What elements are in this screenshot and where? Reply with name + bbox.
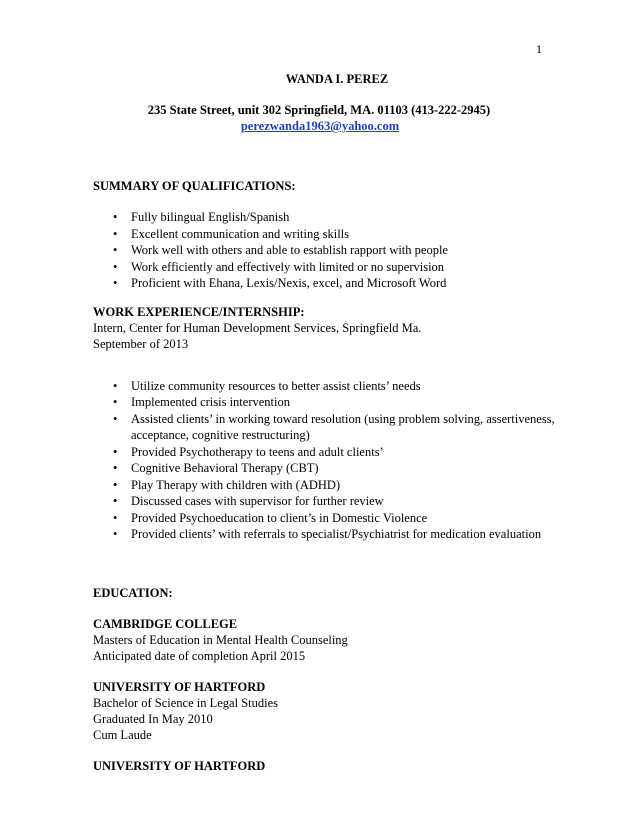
list-item: • Implemented crisis intervention [93,394,563,411]
page-number: 1 [536,42,542,56]
school-name: UNIVERSITY OF HARTFORD [93,679,266,694]
list-item: • Discussed cases with supervisor for further review [93,493,563,510]
work-duties-list [93,378,563,543]
list-item: • Excellent communication and writing skills [93,226,563,243]
list-item: • Work well with others and able to establish rapport with people [93,242,563,259]
resume-header [0,71,638,134]
list-item: • Proficient with Ehana, Lexis/Nexis, excel, and Microsoft Word [93,275,563,292]
degree-line: Anticipated date of completion April 2015 [93,648,306,663]
degree-line: Graduated In May 2010 [93,711,213,726]
list-item: • Work efficiently and effectively with limited or no supervision [93,259,563,276]
list-item: • Provided Psychotherapy to teens and adult clients’ [93,444,563,461]
applicant-address: 235 State Street, unit 302 Springfield, MA. 01103 (413-222-2945) [147,103,491,117]
list-item: • Play Therapy with children with (ADHD) [93,477,563,494]
school-name: CAMBRIDGE COLLEGE [93,616,238,631]
list-item: • Provided clients’ with referrals to specialist/Psychiatrist for medication evaluation [93,526,563,543]
list-item: • Assisted clients’ in working toward resolution (using problem solving, assertiveness, acceptance, cognitive restructuring) [93,411,563,444]
work-position: Intern, Center for Human Development Services, Springfield Ma. [93,320,422,335]
degree-line: Masters of Education in Mental Health Counseling [93,632,348,647]
list-item: • Utilize community resources to better assist clients’ needs [93,378,563,395]
applicant-email-link[interactable]: perezwanda1963@yahoo.com [240,119,400,133]
work-heading: WORK EXPERIENCE/INTERNSHIP: [93,304,305,319]
applicant-name: WANDA I. PEREZ [285,72,389,86]
work-date: September of 2013 [93,336,189,351]
education-entry-cambridge [93,616,563,664]
degree-line: Cum Laude [93,727,152,742]
degree-line: Bachelor of Science in Legal Studies [93,695,279,710]
list-item: • Provided Psychoeducation to client’s in Domestic Violence [93,510,563,527]
list-item: • Fully bilingual English/Spanish [93,209,563,226]
school-name: UNIVERSITY OF HARTFORD [93,758,266,773]
list-item: • Cognitive Behavioral Therapy (CBT) [93,460,563,477]
summary-heading: SUMMARY OF QUALIFICATIONS: [93,179,296,193]
education-entry-hartford-2 [93,758,563,774]
resume-body [93,178,563,774]
education-heading: EDUCATION: [93,585,173,600]
summary-list [93,209,563,292]
education-entry-hartford [93,679,563,743]
